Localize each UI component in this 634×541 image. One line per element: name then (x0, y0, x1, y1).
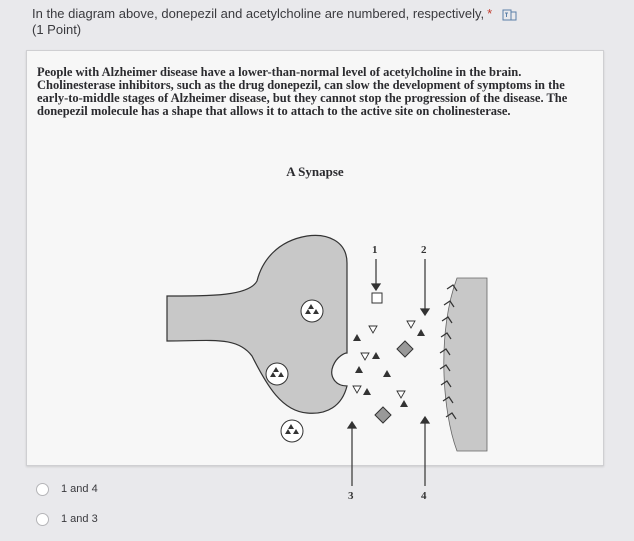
immersive-reader-icon[interactable] (502, 9, 517, 21)
vesicle (301, 300, 323, 322)
diagram-title: A Synapse (286, 164, 344, 179)
cholinesterase-enzymes (375, 341, 413, 423)
presynaptic-terminal (167, 235, 347, 413)
question-text: In the diagram above, donepezil and acetylcholine are numbered, respectively, (32, 6, 485, 21)
acetylcholine-molecules (353, 329, 425, 407)
option-label: 1 and 3 (61, 513, 98, 525)
passage-text: People with Alzheimer disease have a lower-than-normal level of acetylcholine in the brain. Cholinesterase inhibitors, such as the drug donepezil, can slow the development of symptoms in the early-to-middle stages of Alzheimer disease, but they cannot stop the progression of the disease. The donepezil molecule has a shape that allows it to attach to the active site on cholinesterase. (37, 65, 568, 118)
label-4: 4 (421, 490, 427, 502)
receptor-block (372, 293, 382, 303)
required-mark: * (487, 6, 493, 21)
synapse-diagram (157, 181, 477, 502)
postsynaptic-membrane (444, 278, 487, 451)
question-points: (1 Point) (32, 22, 82, 37)
answer-options (36, 481, 98, 541)
label-3: 3 (348, 490, 354, 502)
label-1: 1 (372, 244, 378, 256)
vesicle (281, 420, 303, 442)
option-1-and-3[interactable] (36, 511, 98, 527)
label-2: 2 (421, 244, 427, 256)
option-label: 1 and 4 (61, 483, 98, 495)
vesicle (266, 363, 288, 385)
radio-button[interactable] (36, 513, 49, 526)
question-header (32, 6, 592, 38)
radio-button[interactable] (36, 483, 49, 496)
option-1-and-4[interactable] (36, 481, 98, 497)
donepezil-molecules (353, 321, 415, 398)
